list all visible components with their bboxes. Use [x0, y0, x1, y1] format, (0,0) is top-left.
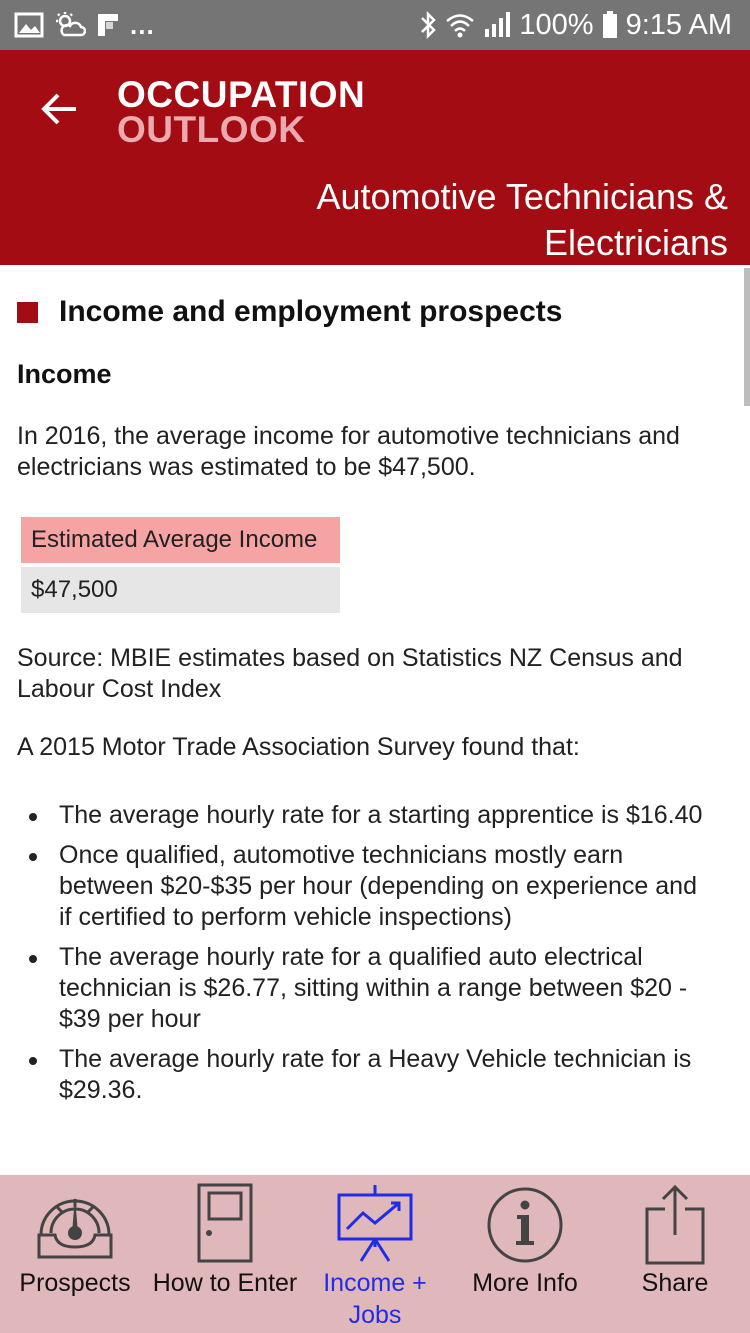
list-item: [0, 800, 750, 831]
survey-intro: A 2015 Motor Trade Association Survey found that:: [17, 733, 580, 761]
income-table-header: Estimated Average Income: [21, 517, 340, 563]
list-item: [0, 942, 750, 1035]
app-logo-line1: OCCUPATION: [117, 74, 366, 115]
nav-label: Share: [641, 1269, 709, 1297]
income-table-value: $47,500: [21, 567, 340, 613]
system-icons: [419, 8, 732, 42]
subsection-title: Income: [17, 359, 112, 389]
battery-icon: [602, 11, 618, 39]
nav-share[interactable]: [600, 1175, 750, 1333]
battery-percent: 100%: [519, 8, 594, 41]
list-item-text: Once qualified, automotive technicians mostly earn between $20-$35 per hour (depending on experience and if certified to perform vehicle inspections): [59, 841, 697, 931]
nav-label: Prospects: [19, 1269, 131, 1297]
wifi-icon: [445, 12, 475, 38]
flipboard-icon: [96, 12, 120, 38]
app-bar: [0, 50, 750, 265]
section-marker-icon: [17, 302, 38, 323]
signal-icon: [483, 12, 511, 38]
nav-more-info[interactable]: [450, 1175, 600, 1333]
bullet-icon: [29, 813, 37, 821]
bluetooth-icon: [419, 10, 437, 40]
info-icon: [485, 1183, 565, 1265]
nav-how-to-enter[interactable]: [150, 1175, 300, 1333]
list-item: [0, 840, 750, 933]
scrollbar-thumb[interactable]: [744, 268, 750, 406]
nav-income-jobs[interactable]: [300, 1175, 450, 1333]
income-intro: In 2016, the average income for automotive technicians and electricians was estimated to be $47,500.: [17, 422, 680, 481]
share-icon: [635, 1183, 715, 1265]
gauge-icon: [35, 1183, 115, 1265]
door-icon: [185, 1183, 265, 1265]
presentation-chart-icon: [335, 1183, 415, 1265]
survey-findings-list: [0, 800, 750, 1115]
list-item-text: The average hourly rate for a qualified auto electrical technician is $26.77, sitting within a range between $20 - $39 per hour: [59, 943, 688, 1033]
list-item: [0, 1044, 750, 1106]
nav-label: How to Enter: [152, 1269, 298, 1297]
occupation-title: Automotive Technicians & Electricians: [316, 176, 728, 263]
overflow-indicator: ...: [130, 10, 155, 40]
bullet-icon: [29, 1057, 37, 1065]
section-heading: [17, 295, 562, 329]
nav-prospects[interactable]: [0, 1175, 150, 1333]
list-item-text: The average hourly rate for a starting apprentice is $16.40: [59, 801, 703, 829]
back-arrow-icon[interactable]: [38, 88, 80, 130]
bottom-nav: [0, 1175, 750, 1333]
nav-label: Income + Jobs: [323, 1269, 427, 1329]
section-title: Income and employment prospects: [59, 295, 563, 328]
bullet-icon: [29, 955, 37, 963]
clock: 9:15 AM: [625, 8, 732, 41]
status-bar: [0, 0, 750, 50]
image-icon: [14, 12, 44, 38]
bullet-icon: [29, 853, 37, 861]
weather-icon: [54, 11, 86, 39]
main-content[interactable]: [0, 265, 750, 1175]
nav-label: More Info: [472, 1269, 578, 1297]
income-source: Source: MBIE estimates based on Statistics NZ Census and Labour Cost Index: [17, 644, 683, 703]
app-logo-line2: OUTLOOK: [117, 109, 306, 150]
notification-icons: [14, 10, 155, 40]
list-item-text: The average hourly rate for a Heavy Vehicle technician is $29.36.: [59, 1045, 692, 1104]
